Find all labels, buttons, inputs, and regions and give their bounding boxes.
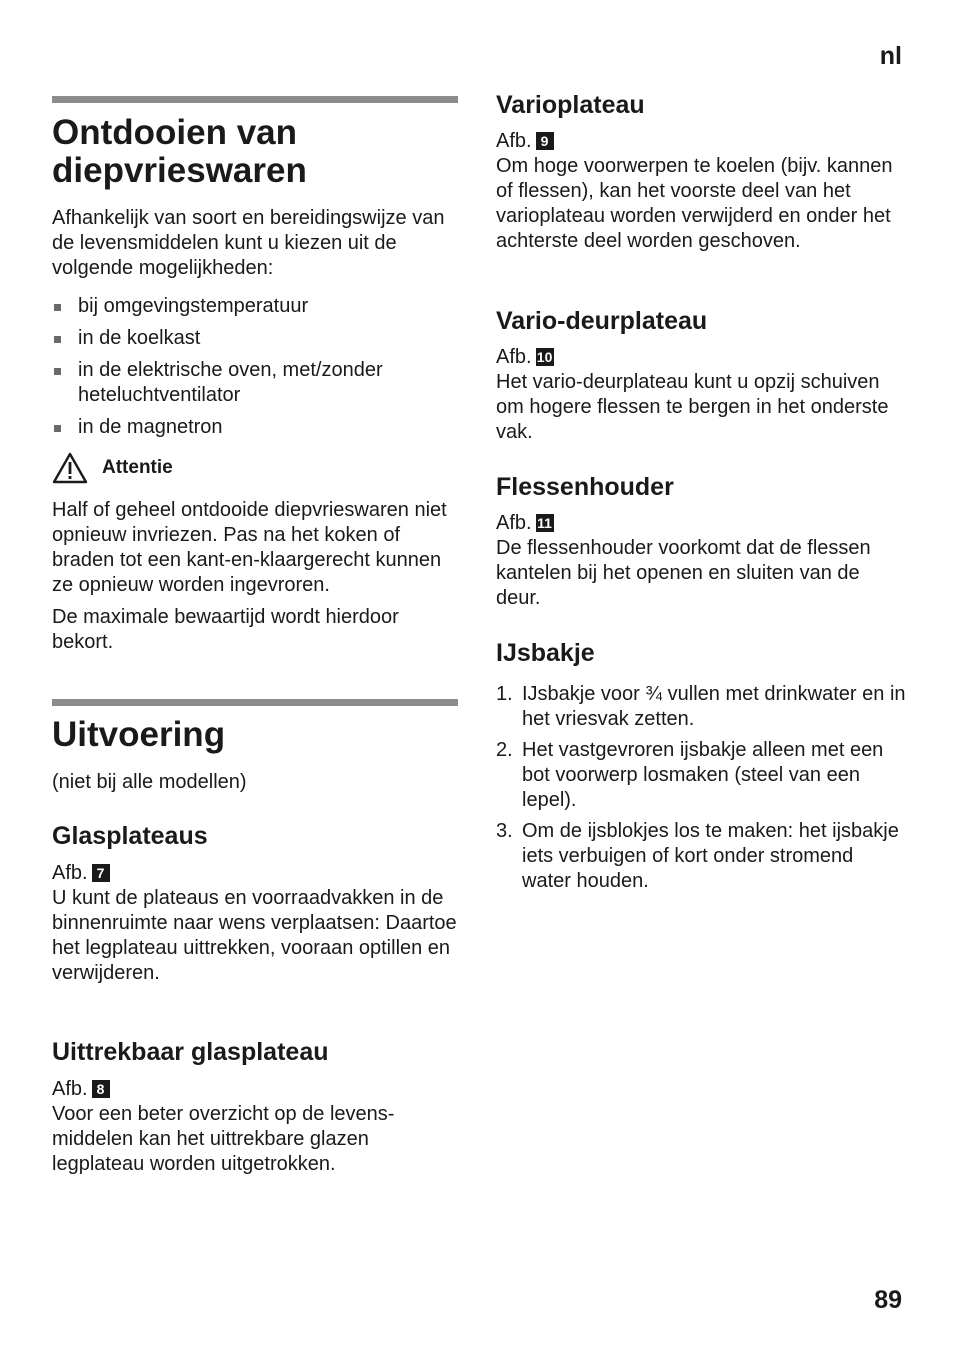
list-item: in de magnetron: [52, 415, 458, 440]
attention-text: Half of geheel ontdooide diepvrieswaren niet opnieuw invriezen. Pas na het koken of braden tot een kant-en-klaargerecht kunnen ze opnieuw worden ingevroren.: [52, 499, 447, 596]
bullet-square-icon: [54, 336, 61, 343]
subsection-title-uittrekbaar: Uittrekbaar glasplateau: [52, 1038, 329, 1066]
figure-ref: Afb. 10: [496, 346, 553, 368]
figure-number-badge: 10: [536, 349, 553, 365]
figure-ref: Afb. 9: [496, 129, 906, 154]
defrost-options: [52, 294, 458, 447]
glasplateaus-text: U kunt de plateaus en voorraadvakken in de binnenruimte naar wens verplaatsen: Daartoe het legplateau uittrekken, vooraan optillen en verwijderen.: [52, 887, 457, 984]
figure-number-badge: 11: [537, 515, 552, 531]
title-line: Ontdooien van: [52, 113, 297, 152]
varioplateau-text: Om hoge voorwerpen te koelen (bijv. kannen of flessen), kan het voorste deel van het varioplateau worden verwijderd en onder het achterste deel worden geschoven.: [496, 155, 893, 252]
section-rule: [52, 96, 458, 103]
subsection-title-vario-deurplateau: Vario-deurplateau: [496, 307, 708, 335]
ijsbakje-steps: [496, 682, 906, 900]
flessenhouder-text: De flessenhouder voorkomt dat de flessen kantelen bij het openen en sluiten van de deur.: [496, 537, 871, 609]
title-line: diepvrieswaren: [52, 151, 307, 190]
subsection-title-ijsbakje: IJsbakje: [496, 639, 595, 667]
figure-ref: Afb. 11: [496, 512, 552, 534]
list-item: 1. IJsbakje voor ¾ vullen met drinkwater en in het vriesvak zetten.: [496, 683, 906, 730]
uittrekbaar-text: Voor een beter overzicht op de levens- middelen kan het uittrekbare glazen legplateau worden uitgetrokken.: [52, 1103, 395, 1175]
defrost-intro: Afhankelijk van soort en bereidingswijze van de levensmiddelen kunt u kiezen uit de volgende mogelijkheden:: [52, 207, 445, 279]
subsection-title-varioplateau: Varioplateau: [496, 91, 645, 119]
warning-triangle-icon: [52, 452, 88, 484]
list-item: in de elektrische oven, met/zonder heteluchtventilator: [52, 358, 458, 408]
storage-text: De maximale bewaartijd wordt hierdoor bekort.: [52, 606, 399, 653]
page-number: 89: [874, 1286, 902, 1314]
models-note: (niet bij alle modellen): [52, 771, 247, 793]
language-code: nl: [879, 42, 902, 70]
subsection-title-glasplateaus: Glasplateaus: [52, 822, 208, 850]
attention-label: Attentie: [102, 457, 173, 478]
section-title-defrost: [52, 114, 458, 190]
figure-ref: Afb. 8: [52, 1077, 458, 1102]
attention-heading: [52, 452, 458, 484]
bullet-square-icon: [54, 304, 61, 311]
figure-number-badge: 7: [92, 864, 110, 882]
section-title-uitvoering: Uitvoering: [52, 715, 226, 754]
list-item: 2. Het vastgevroren ijsbakje alleen met een bot voorwerp losmaken (steel van een lepel).: [496, 739, 884, 811]
list-item: bij omgevingstemperatuur: [52, 294, 458, 319]
vario-deurplateau-text: Het vario-deurplateau kunt u opzij schuiven om hogere flessen te bergen in het onderste vak.: [496, 371, 889, 443]
list-item: 3. Om de ijsblokjes los te maken: het ijsbakje iets verbuigen of kort onder stromend water houden.: [496, 820, 899, 892]
figure-number-badge: 9: [536, 132, 554, 150]
list-item: in de koelkast: [52, 326, 458, 351]
subsection-title-flessenhouder: Flessenhouder: [496, 473, 674, 501]
bullet-square-icon: [54, 368, 61, 375]
figure-ref: Afb. 7: [52, 861, 458, 886]
figure-number-badge: 8: [92, 1080, 110, 1098]
bullet-square-icon: [54, 425, 61, 432]
section-rule: [52, 699, 458, 706]
